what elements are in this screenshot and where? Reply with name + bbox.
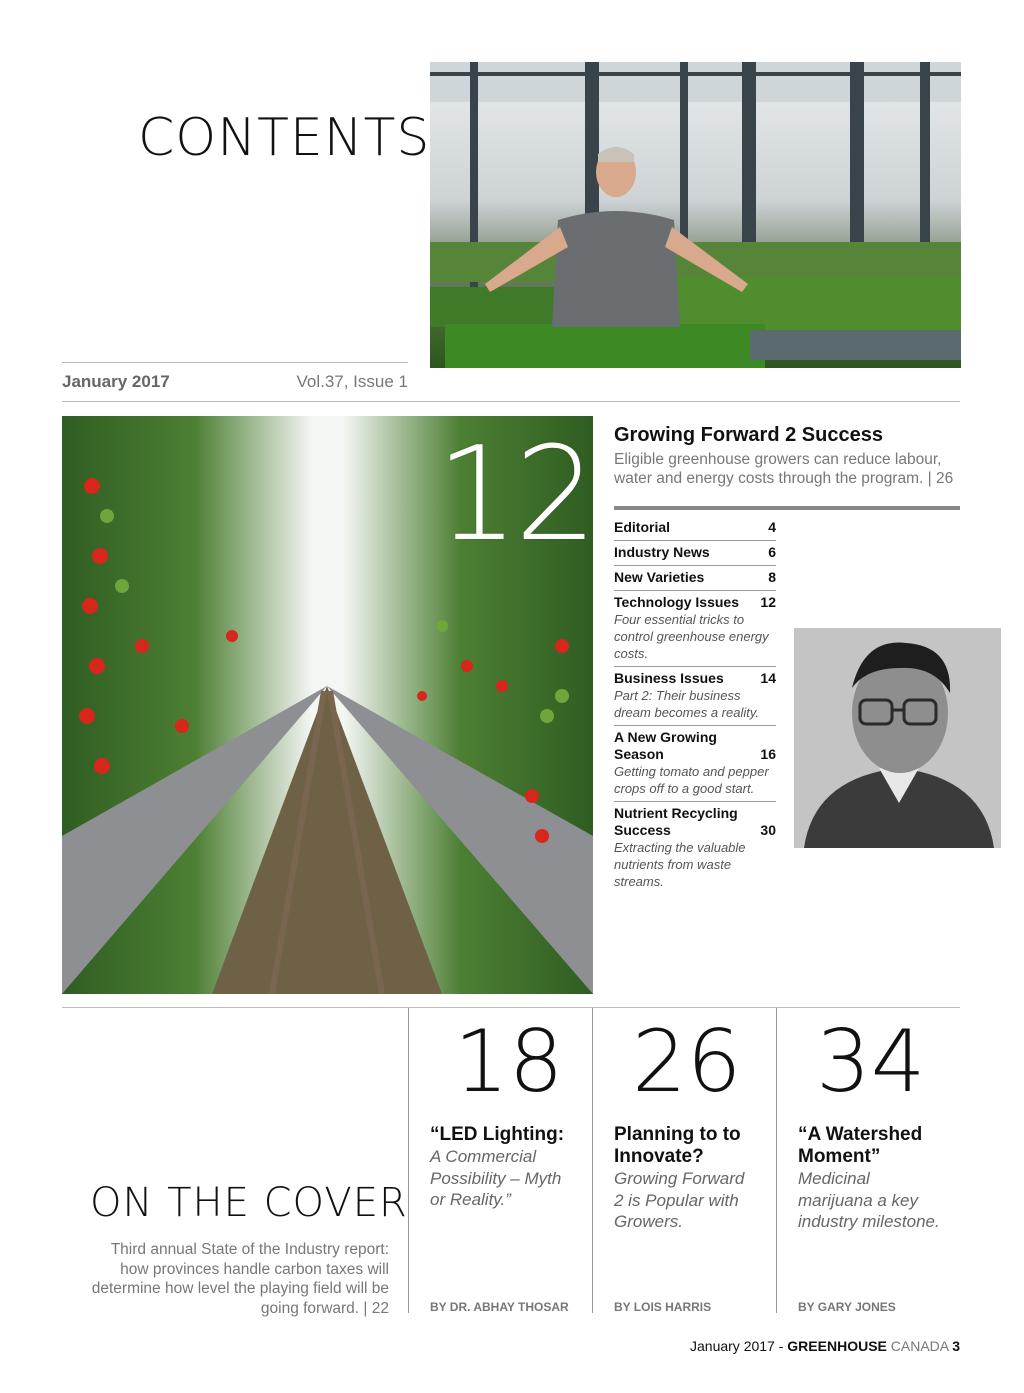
toc-item[interactable] [614,566,776,591]
toc-item-desc: Part 2: Their business dream becomes a reality. [614,688,759,720]
divider [62,401,960,402]
article-page-number: 34 [816,1012,926,1112]
article-byline: BY LOIS HARRIS [614,1300,712,1314]
portrait-illustration [794,628,1001,848]
column-divider [592,1008,593,1313]
article-title[interactable]: “LED Lighting: [430,1124,565,1145]
issue-date: January 2017 [62,372,170,391]
featured-page-number: 12 [436,418,594,570]
toc-item[interactable] [614,726,776,802]
toc-item-title: New Varieties [614,569,705,585]
featured-title[interactable]: Growing Forward 2 Success [614,424,883,446]
toc-item-desc: Getting tomato and pepper crops off to a good start. [614,764,769,796]
footer-page-number: 3 [952,1338,961,1354]
article-title[interactable]: Planning to to Innovate? [614,1124,741,1167]
article-byline: BY DR. ABHAY THOSAR [430,1300,569,1314]
toc-item-page: 12 [760,594,776,610]
toc-item-desc: Four essential tricks to control greenhouse energy costs. [614,612,769,661]
article-title[interactable]: “A Watershed Moment” [798,1124,923,1167]
toc-item-title: Technology Issues [614,594,739,610]
article-desc: Growing Forward 2 is Popular with Growers. [614,1169,745,1231]
toc-item[interactable] [614,667,776,726]
footer-brand: GREENHOUSE [787,1338,887,1354]
toc-item-page: 14 [760,670,776,686]
featured-description: Eligible greenhouse growers can reduce labour, water and energy costs through the program. | 26 [614,451,954,487]
article-byline: BY GARY JONES [798,1300,896,1314]
toc-item-page: 6 [768,544,776,560]
footer-separator: - [774,1338,788,1354]
toc-item-title: Nutrient Recycling Success [614,805,738,838]
issue-volume: Vol.37, Issue 1 [296,372,408,391]
divider-thick [614,506,960,510]
author-portrait-photo [794,628,1001,848]
toc-item-title: Editorial [614,519,671,535]
divider [62,362,408,363]
cover-heading: ON THE COVER [90,1180,408,1226]
toc-item[interactable] [614,802,776,894]
toc-item-page: 8 [768,569,776,585]
toc-item[interactable] [614,541,776,566]
toc-item-page: 4 [768,519,776,535]
toc-item-title: A New Growing Season [614,729,717,762]
page-footer [690,1338,960,1354]
toc-item-page: 30 [760,822,776,838]
toc-list [614,516,776,894]
greenhouse-illustration [430,62,961,368]
column-divider [776,1008,777,1313]
toc-item[interactable] [614,516,776,541]
toc-item-title: Business Issues [614,670,724,686]
greenhouse-grower-photo [430,62,961,368]
toc-item[interactable] [614,591,776,667]
divider [62,1007,960,1008]
column-divider [408,1008,409,1313]
toc-item-title: Industry News [614,544,710,560]
footer-brand-suffix: CANADA [886,1338,949,1354]
article-desc: Medicinal marijuana a key industry milestone. [798,1169,940,1231]
page-title: CONTENTS [138,108,431,168]
toc-item-desc: Extracting the valuable nutrients from waste streams. [614,840,746,889]
toc-item-page: 16 [760,746,776,762]
footer-date: January 2017 [690,1338,775,1354]
article-page-number: 26 [632,1012,742,1112]
cover-description: Third annual State of the Industry report: how provinces handle carbon taxes will determine how level the playing field will be going forward. | 22 [91,1241,389,1317]
article-page-number: 18 [454,1012,564,1112]
article-desc: A Commercial Possibility – Myth or Reality.” [430,1147,562,1209]
